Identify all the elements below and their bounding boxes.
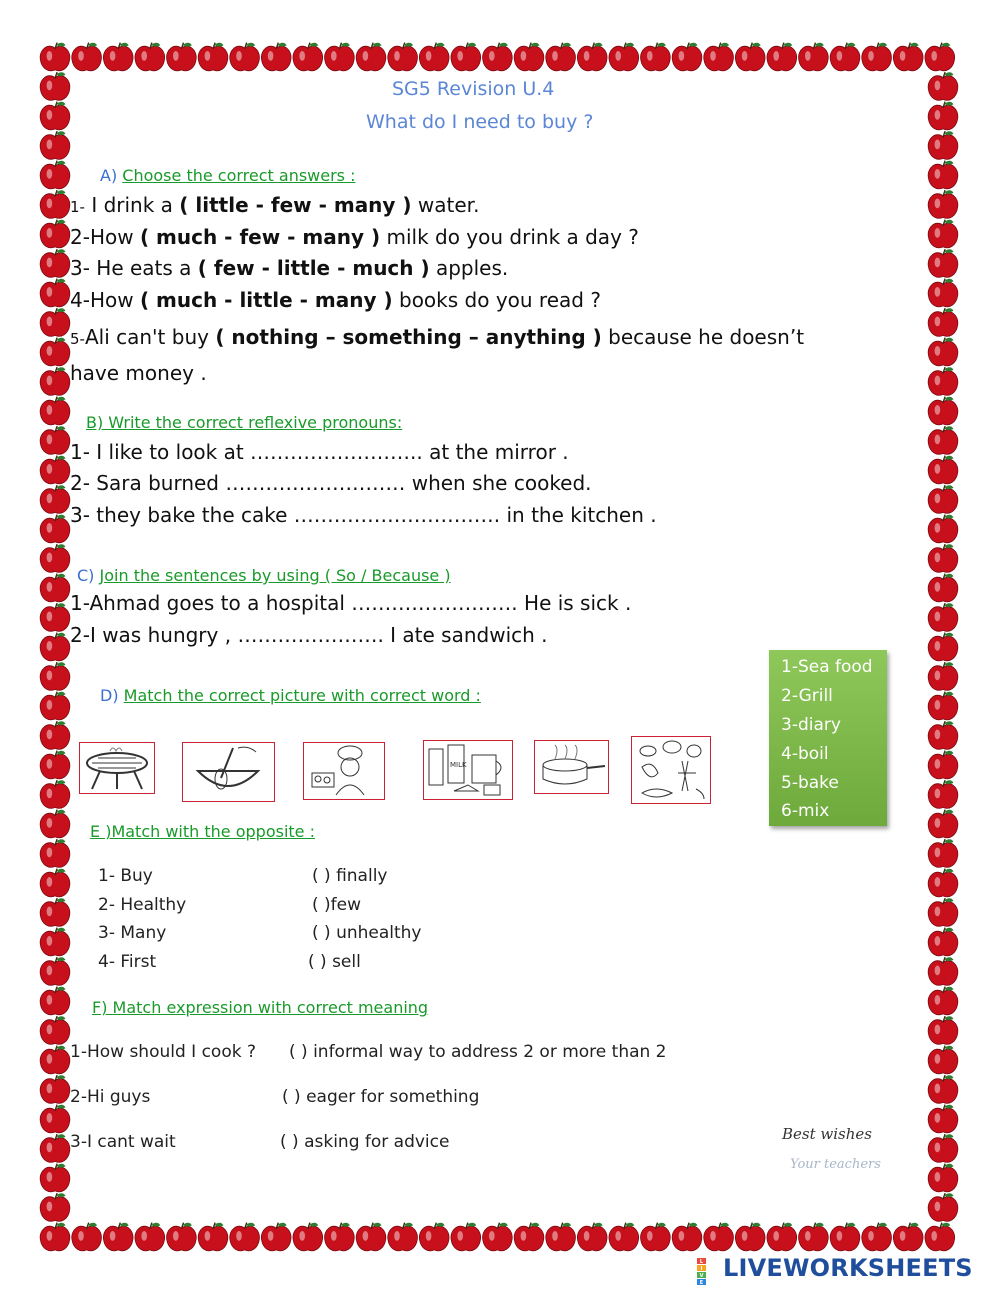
apple-icon bbox=[40, 485, 70, 513]
apple-icon bbox=[928, 190, 958, 218]
apple-icon bbox=[40, 338, 70, 366]
apple-icon bbox=[928, 1105, 958, 1133]
question-b1[interactable]: 1- I like to look at …………………….. at the mirror . bbox=[70, 440, 569, 464]
apple-icon bbox=[167, 43, 197, 71]
question-a1 bbox=[70, 193, 479, 217]
apple-icon bbox=[40, 869, 70, 897]
apple-icon bbox=[40, 544, 70, 572]
apple-icon bbox=[356, 1223, 386, 1251]
signature-teachers: Your teachers bbox=[790, 1157, 881, 1172]
apple-icon bbox=[40, 987, 70, 1015]
apple-icon bbox=[928, 367, 958, 395]
apple-icon bbox=[40, 780, 70, 808]
apple-icon bbox=[451, 1223, 481, 1251]
apple-icon bbox=[103, 1223, 133, 1251]
q-a2-num: 2-How bbox=[70, 225, 140, 249]
apple-icon bbox=[928, 869, 958, 897]
apple-icon bbox=[40, 574, 70, 602]
apple-icon bbox=[862, 1223, 892, 1251]
apple-icon bbox=[293, 1223, 323, 1251]
seafood-icon bbox=[632, 737, 710, 803]
word-bank bbox=[769, 650, 887, 826]
apple-icon bbox=[419, 43, 449, 71]
apple-icon bbox=[40, 1016, 70, 1044]
apple-icon bbox=[928, 1164, 958, 1192]
picture-boil[interactable] bbox=[534, 740, 609, 794]
opposite-right-4[interactable]: ( ) sell bbox=[308, 952, 361, 972]
apple-icon bbox=[928, 72, 958, 100]
question-a5-line2: have money . bbox=[70, 361, 207, 385]
expression-left-1: 1-How should I cook ? bbox=[70, 1042, 257, 1062]
apple-icon bbox=[925, 43, 955, 71]
apple-icon bbox=[40, 928, 70, 956]
apple-icon bbox=[928, 308, 958, 336]
apple-icon bbox=[40, 1164, 70, 1192]
apple-icon bbox=[928, 1075, 958, 1103]
q-a1-pre: I drink a bbox=[84, 193, 180, 217]
q-a3-choices[interactable]: ( few - little - much ) bbox=[197, 256, 430, 280]
apple-icon bbox=[40, 1075, 70, 1103]
svg-text:MILK: MILK bbox=[450, 761, 467, 769]
apple-icon bbox=[40, 456, 70, 484]
apple-icon bbox=[928, 456, 958, 484]
apple-icon bbox=[672, 43, 702, 71]
apple-icon bbox=[40, 662, 70, 690]
apple-icon bbox=[928, 426, 958, 454]
apple-icon bbox=[40, 220, 70, 248]
apple-icon bbox=[735, 43, 765, 71]
apple-icon bbox=[928, 603, 958, 631]
q-a3-num: 3- He eats a bbox=[70, 256, 198, 280]
apple-icon bbox=[135, 43, 165, 71]
question-b2[interactable]: 2- Sara burned ……………………… when she cooked. bbox=[70, 471, 592, 495]
apple-icon bbox=[40, 43, 70, 71]
apple-icon bbox=[40, 603, 70, 631]
section-b-heading bbox=[86, 413, 402, 432]
apple-icon bbox=[577, 43, 607, 71]
apple-icon bbox=[419, 1223, 449, 1251]
dairy-products-icon bbox=[424, 741, 512, 799]
apple-icon bbox=[230, 1223, 260, 1251]
apple-icon bbox=[641, 1223, 671, 1251]
q-a4-choices[interactable]: ( much - little - many ) bbox=[139, 288, 393, 312]
section-e-heading bbox=[90, 822, 315, 841]
question-a2 bbox=[70, 225, 639, 249]
apple-icon bbox=[928, 662, 958, 690]
question-a3 bbox=[70, 256, 508, 280]
apple-icon bbox=[167, 1223, 197, 1251]
opposite-right-1[interactable]: ( ) finally bbox=[312, 866, 388, 886]
apple-icon bbox=[103, 43, 133, 71]
question-b3[interactable]: 3- they bake the cake …………………………. in the kitchen . bbox=[70, 503, 657, 527]
liveworksheets-logo bbox=[697, 1254, 997, 1286]
expression-left-3: 3-I cant wait bbox=[70, 1132, 176, 1152]
q-a1-num: 1- bbox=[70, 198, 85, 216]
picture-seafood[interactable] bbox=[631, 736, 711, 804]
apple-icon bbox=[293, 43, 323, 71]
apple-icon bbox=[928, 1134, 958, 1162]
apple-icon bbox=[546, 43, 576, 71]
svg-text:L: L bbox=[699, 1259, 704, 1265]
apple-icon bbox=[40, 161, 70, 189]
opposite-left-1: 1- Buy bbox=[98, 866, 153, 886]
picture-grill[interactable] bbox=[79, 742, 155, 794]
section-b-title: B) Write the correct reflexive pronouns: bbox=[86, 413, 403, 432]
apple-icon bbox=[40, 751, 70, 779]
apple-icon bbox=[609, 43, 639, 71]
boiling-pot-icon bbox=[535, 741, 608, 793]
apple-icon bbox=[704, 1223, 734, 1251]
apple-icon bbox=[40, 426, 70, 454]
liveworksheets-text: LIVEWORKSHEETS bbox=[723, 1254, 973, 1282]
apple-icon bbox=[928, 220, 958, 248]
opposite-right-3[interactable]: ( ) unhealthy bbox=[312, 923, 422, 943]
apple-icon bbox=[928, 131, 958, 159]
apple-icon bbox=[40, 72, 70, 100]
word-bank-item: 1-Sea food bbox=[781, 657, 873, 677]
apple-icon bbox=[925, 1223, 955, 1251]
apple-icon bbox=[40, 397, 70, 425]
apple-icon bbox=[40, 515, 70, 543]
apple-icon bbox=[388, 1223, 418, 1251]
apple-icon bbox=[928, 102, 958, 130]
apple-icon bbox=[928, 839, 958, 867]
apple-icon bbox=[672, 1223, 702, 1251]
apple-icon bbox=[40, 367, 70, 395]
section-d-heading bbox=[100, 686, 481, 705]
apple-icon bbox=[40, 721, 70, 749]
apple-icon bbox=[928, 485, 958, 513]
apple-icon bbox=[40, 1134, 70, 1162]
picture-bake[interactable] bbox=[303, 742, 385, 800]
q-a4-post: books do you read ? bbox=[392, 288, 601, 312]
apple-icon bbox=[40, 692, 70, 720]
apple-icon bbox=[767, 43, 797, 71]
apple-icon bbox=[928, 780, 958, 808]
apple-icon bbox=[928, 574, 958, 602]
apple-icon bbox=[198, 1223, 228, 1251]
apple-icon bbox=[928, 1193, 958, 1221]
apple-icon bbox=[641, 43, 671, 71]
q-a2-post: milk do you drink a day ? bbox=[380, 225, 639, 249]
opposite-left-2: 2- Healthy bbox=[98, 895, 187, 915]
q-a5-num: 5- bbox=[70, 330, 85, 348]
apple-icon bbox=[230, 43, 260, 71]
q-a2-choices[interactable]: ( much - few - many ) bbox=[139, 225, 381, 249]
apple-icon bbox=[928, 1016, 958, 1044]
section-a-title: Choose the correct answers : bbox=[122, 166, 356, 185]
apple-icon bbox=[72, 43, 102, 71]
worksheet-title: SG5 Revision U.4 bbox=[392, 78, 555, 100]
apple-icon bbox=[451, 43, 481, 71]
apple-icon bbox=[928, 397, 958, 425]
apple-icon bbox=[928, 898, 958, 926]
apple-icon bbox=[72, 1223, 102, 1251]
apple-icon bbox=[40, 898, 70, 926]
grill-icon bbox=[80, 743, 154, 793]
apple-icon bbox=[135, 1223, 165, 1251]
section-c-heading bbox=[77, 566, 451, 585]
apple-icon bbox=[198, 43, 228, 71]
opposite-right-2[interactable]: ( )few bbox=[312, 895, 362, 915]
section-e-title: E )Match with the opposite : bbox=[90, 822, 315, 841]
apple-icon bbox=[325, 1223, 355, 1251]
section-d-letter: D) bbox=[100, 686, 119, 705]
apple-icon bbox=[40, 249, 70, 277]
section-a-letter: A) bbox=[100, 166, 118, 185]
q-a5-choices[interactable]: ( nothing – something – anything ) bbox=[215, 325, 602, 349]
apple-icon bbox=[928, 751, 958, 779]
q-a5-pre: Ali can't buy bbox=[84, 325, 216, 349]
svg-text:E: E bbox=[699, 1280, 704, 1286]
apple-icon bbox=[609, 1223, 639, 1251]
apple-icon bbox=[388, 43, 418, 71]
section-f-heading bbox=[92, 998, 428, 1017]
apple-icon bbox=[40, 1223, 70, 1251]
word-bank-item: 3-diary bbox=[781, 715, 841, 735]
whisk-bowl-icon bbox=[183, 743, 274, 801]
apple-icon bbox=[928, 957, 958, 985]
expression-right-2[interactable]: ( ) eager for something bbox=[282, 1087, 480, 1107]
apple-icon bbox=[928, 692, 958, 720]
apple-icon bbox=[40, 1193, 70, 1221]
apple-icon bbox=[928, 928, 958, 956]
apple-icon bbox=[546, 1223, 576, 1251]
chef-baking-icon bbox=[304, 743, 384, 799]
apple-icon bbox=[799, 1223, 829, 1251]
apple-icon bbox=[928, 1046, 958, 1074]
apple-icon bbox=[799, 43, 829, 71]
apple-icon bbox=[735, 1223, 765, 1251]
apple-icon bbox=[40, 810, 70, 838]
apple-icon bbox=[928, 633, 958, 661]
expression-right-3[interactable]: ( ) asking for advice bbox=[280, 1132, 450, 1152]
question-a4 bbox=[70, 288, 601, 312]
apple-icon bbox=[928, 249, 958, 277]
opposite-left-3: 3- Many bbox=[98, 923, 167, 943]
q-a3-post: apples. bbox=[429, 256, 509, 280]
expression-left-2: 2-Hi guys bbox=[70, 1087, 151, 1107]
signature-best-wishes: Best wishes bbox=[782, 1125, 872, 1143]
apple-icon bbox=[514, 43, 544, 71]
word-bank-item: 2-Grill bbox=[781, 686, 833, 706]
section-c-title: Join the sentences by using ( So / Because ) bbox=[99, 566, 451, 585]
word-bank-item: 6-mix bbox=[781, 801, 830, 821]
apple-icon bbox=[928, 810, 958, 838]
apple-icon bbox=[325, 43, 355, 71]
opposite-left-4: 4- First bbox=[98, 952, 157, 972]
q-a4-num: 4-How bbox=[70, 288, 140, 312]
q-a5-post: because he doesn’t bbox=[601, 325, 805, 349]
svg-text:V: V bbox=[699, 1273, 704, 1279]
apple-icon bbox=[928, 544, 958, 572]
apple-icon bbox=[514, 1223, 544, 1251]
picture-mix[interactable] bbox=[182, 742, 275, 802]
q-a1-choices[interactable]: ( little - few - many ) bbox=[179, 193, 412, 217]
section-d-title: Match the correct picture with correct word : bbox=[123, 686, 481, 705]
apple-icon bbox=[893, 1223, 923, 1251]
apple-icon bbox=[40, 839, 70, 867]
section-a-heading bbox=[100, 166, 356, 185]
svg-text:I: I bbox=[700, 1266, 703, 1272]
word-bank-item: 5-bake bbox=[781, 773, 839, 793]
apple-icon bbox=[483, 43, 513, 71]
apple-icon bbox=[261, 1223, 291, 1251]
apple-icon bbox=[40, 102, 70, 130]
expression-right-1[interactable]: ( ) informal way to address 2 or more than 2 bbox=[289, 1042, 667, 1062]
question-c2[interactable]: 2-I was hungry , …………………. I ate sandwich . bbox=[70, 623, 548, 647]
q-a1-post: water. bbox=[411, 193, 480, 217]
apple-icon bbox=[767, 1223, 797, 1251]
question-a5 bbox=[70, 325, 804, 349]
apple-icon bbox=[40, 1046, 70, 1074]
apple-icon bbox=[40, 131, 70, 159]
apple-icon bbox=[577, 1223, 607, 1251]
word-bank-item: 4-boil bbox=[781, 744, 829, 764]
apple-icon bbox=[928, 515, 958, 543]
apple-icon bbox=[261, 43, 291, 71]
apple-icon bbox=[40, 190, 70, 218]
apple-icon bbox=[40, 279, 70, 307]
apple-icon bbox=[356, 43, 386, 71]
section-c-letter: C) bbox=[77, 566, 95, 585]
apple-icon bbox=[40, 957, 70, 985]
apple-icon bbox=[862, 43, 892, 71]
picture-dairy[interactable] bbox=[423, 740, 513, 800]
apple-icon bbox=[830, 1223, 860, 1251]
apple-icon bbox=[704, 43, 734, 71]
apple-icon bbox=[928, 279, 958, 307]
section-f-title: F) Match expression with correct meaning bbox=[92, 998, 429, 1017]
apple-icon bbox=[928, 161, 958, 189]
question-c1[interactable]: 1-Ahmad goes to a hospital ……………………. He is sick . bbox=[70, 591, 632, 615]
apple-icon bbox=[40, 633, 70, 661]
worksheet-subtitle: What do I need to buy ? bbox=[366, 111, 594, 133]
apple-icon bbox=[928, 338, 958, 366]
apple-icon bbox=[830, 43, 860, 71]
apple-icon bbox=[928, 721, 958, 749]
apple-icon bbox=[893, 43, 923, 71]
apple-icon bbox=[40, 1105, 70, 1133]
apple-icon bbox=[928, 987, 958, 1015]
apple-icon bbox=[483, 1223, 513, 1251]
apple-icon bbox=[40, 308, 70, 336]
